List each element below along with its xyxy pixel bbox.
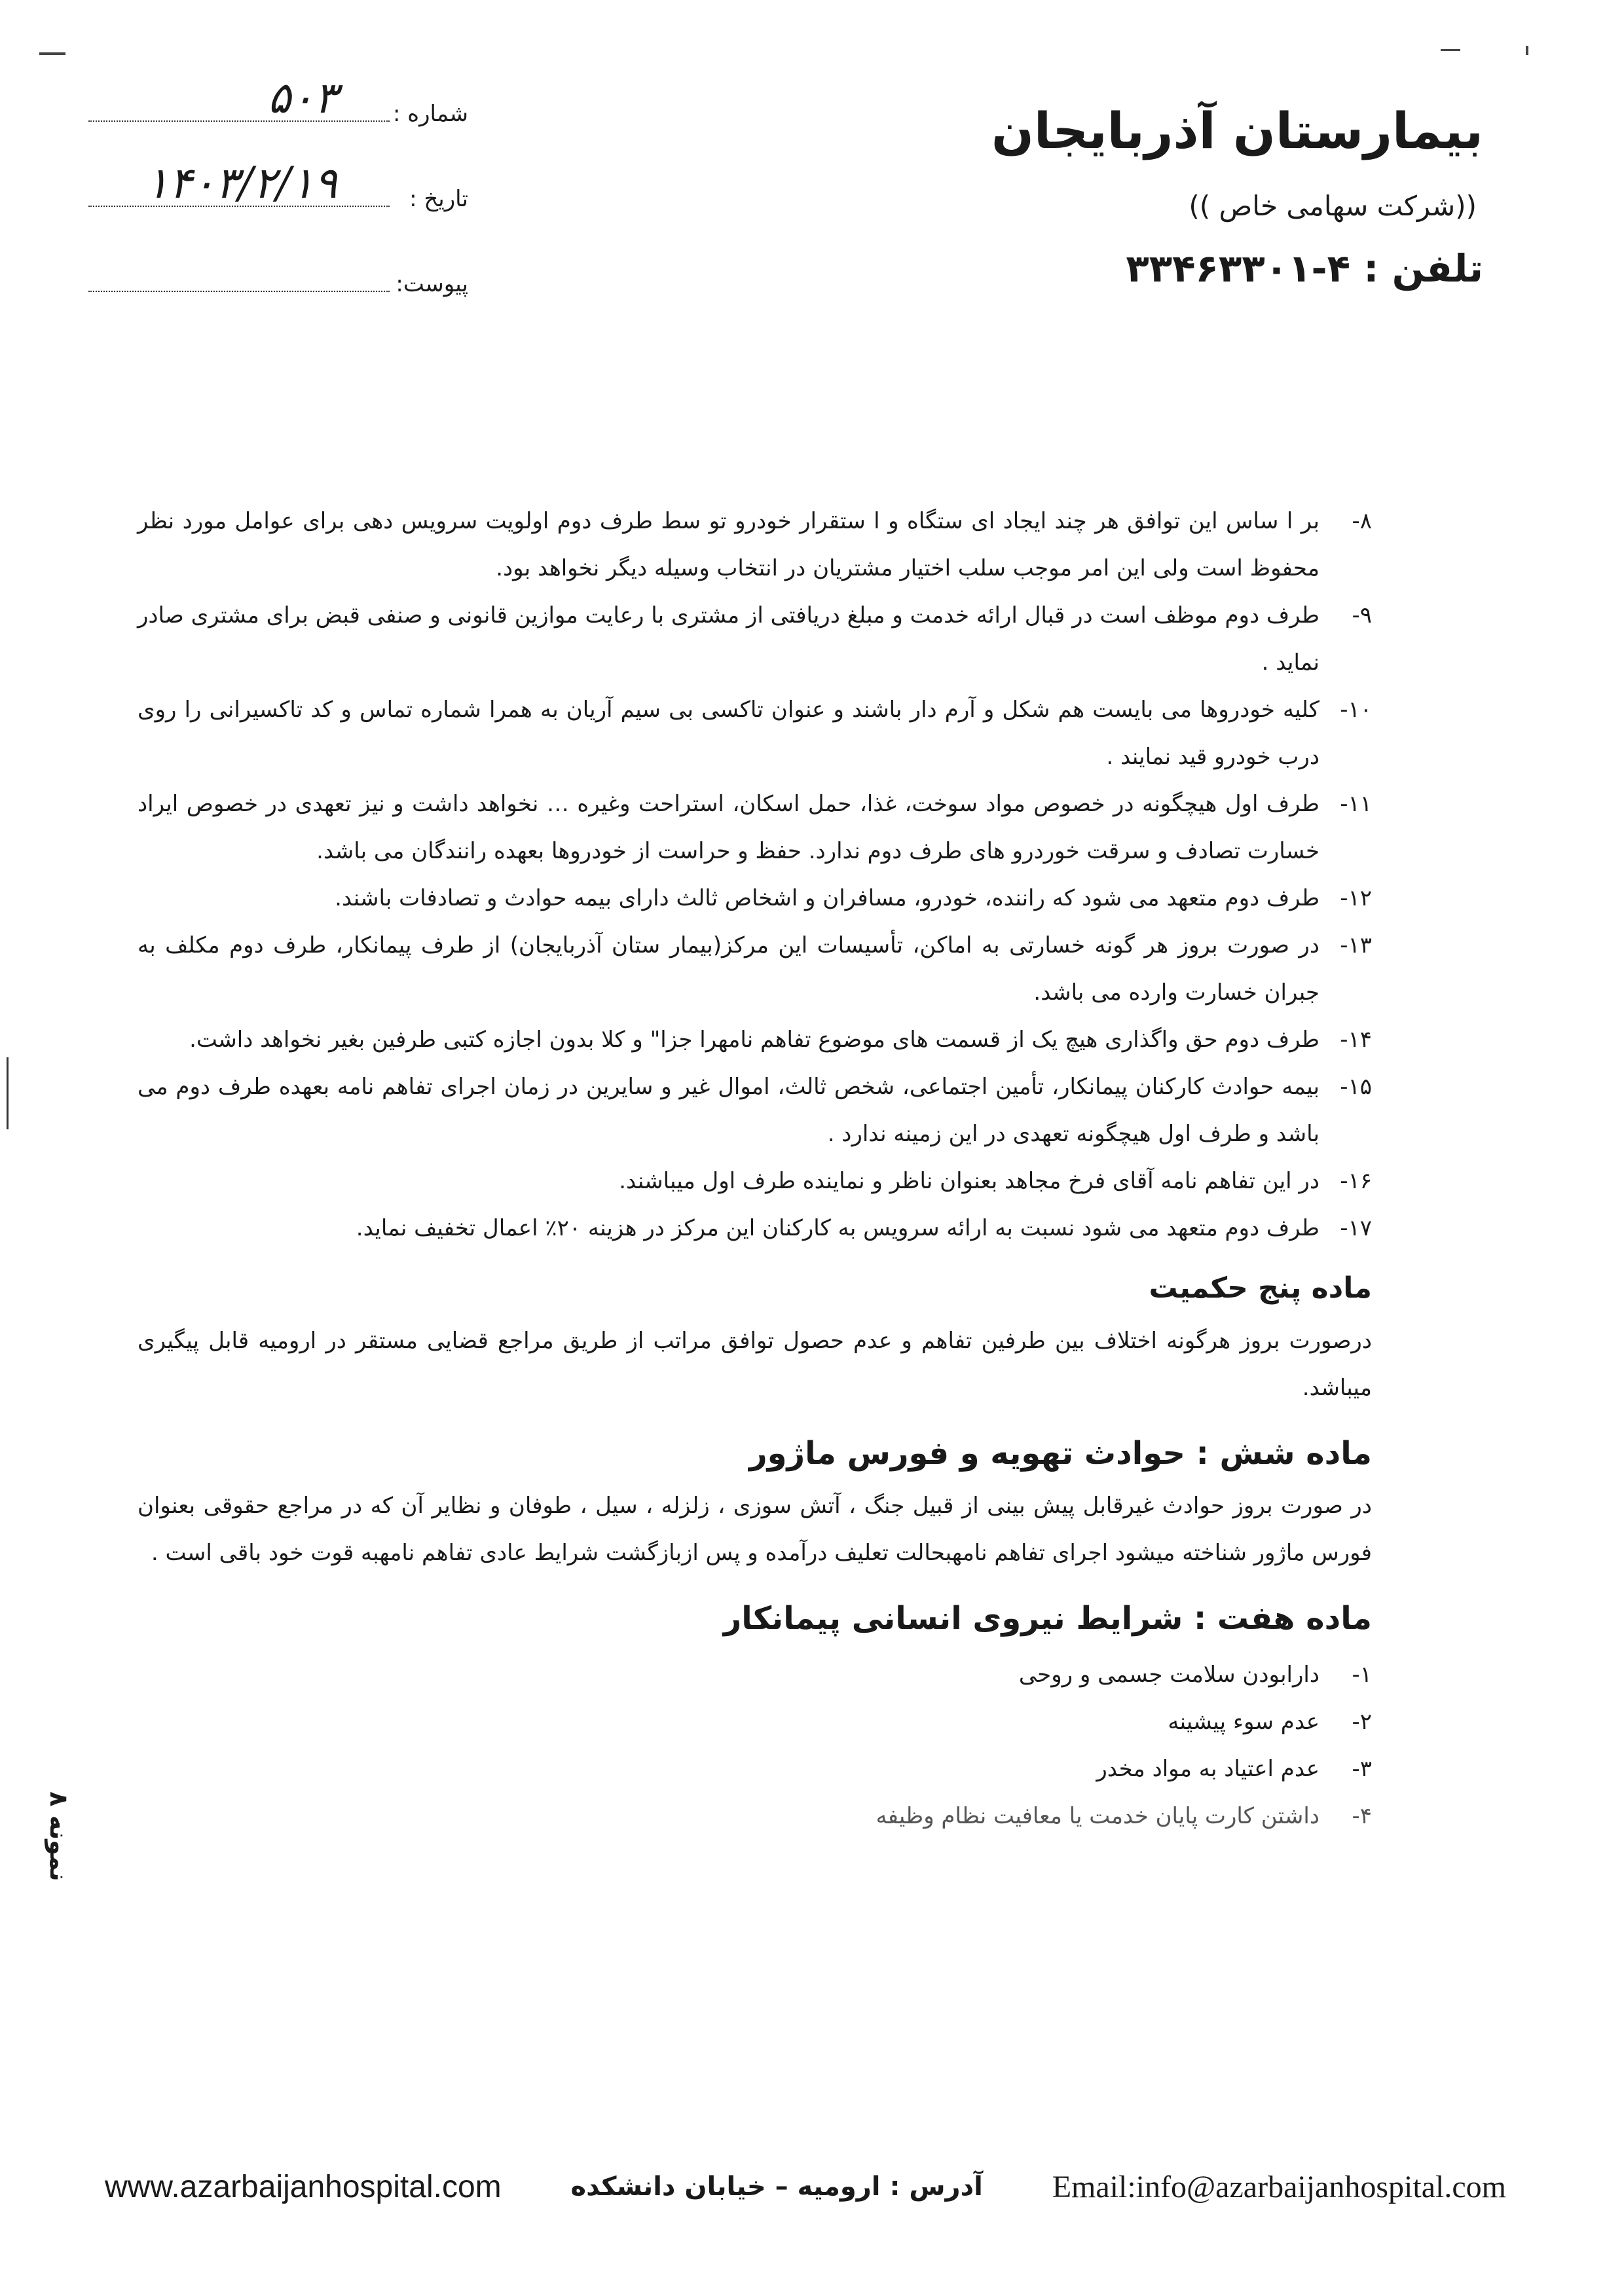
scan-speck — [1441, 49, 1460, 51]
clause-number: ۱۲- — [1340, 885, 1372, 911]
clause-number: ۱۰- — [1340, 697, 1372, 723]
attachment-line — [88, 251, 390, 292]
clause-11 — [138, 780, 1372, 875]
arbitration-title: ماده پنج حکمیت — [1149, 1271, 1372, 1305]
number-value: ۵۰۳ — [267, 73, 337, 123]
clause-number: ۹- — [1352, 602, 1372, 629]
list-item — [138, 1651, 1372, 1698]
margin-line — [7, 1057, 9, 1129]
clause-text: بر ا ساس این توافق هر چند ایجاد ای ستگاه و ا ستقرار خودرو تو سط طرف دوم اولویت سرویس دهی برای عوامل مورد نظر محفوظ است ولی این امر موجب سلب اختیار مشتریان در انتخاب وسیله دیگر نخواهد بود. — [138, 508, 1320, 581]
footer-email: Email:info@azarbaijanhospital.com — [1052, 2169, 1506, 2204]
letter-body — [138, 498, 1372, 1840]
company-type: ((شرکت سهامی خاص )) — [1189, 190, 1477, 222]
clause-text: طرف دوم متعهد می شود نسبت به ارائه سرویس به کارکنان این مرکز در هزینه ۲۰٪ اعمال تخفیف نماید. — [356, 1215, 1320, 1241]
clause-9 — [138, 592, 1372, 686]
phone-line — [894, 242, 1483, 295]
list-item — [138, 1698, 1372, 1745]
clause-number: ۱۷- — [1340, 1215, 1372, 1241]
workforce-title: ماده هفت : شرایط نیروی انسانی پیمانکار — [723, 1600, 1372, 1637]
date-row — [88, 131, 468, 216]
item-number: ۳- — [1352, 1756, 1372, 1782]
force-majeure-title: ماده شش : حوادث تهویه و فورس ماژور — [749, 1435, 1372, 1472]
attachment-row — [88, 216, 468, 301]
clause-8 — [138, 498, 1372, 592]
clause-number: ۱۶- — [1340, 1168, 1372, 1194]
clause-number: ۱۱- — [1340, 791, 1372, 817]
margin-note-text: نمونه ۸ — [45, 1791, 73, 1882]
workforce-requirements — [138, 1651, 1372, 1840]
clause-number: ۱۵- — [1340, 1074, 1372, 1100]
margin-note — [33, 1761, 85, 1912]
phone-label: تلفن : — [1363, 246, 1483, 291]
clause-text: در این تفاهم نامه آقای فرخ مجاهد بعنوان ناظر و نماینده طرف اول میباشند. — [619, 1168, 1320, 1194]
clause-text: طرف دوم موظف است در قبال ارائه خدمت و مبلغ دریافتی از مشتری با رعایت موازین قانونی و صنفی قبض برای مشتری صادر نماید . — [138, 602, 1320, 676]
footer-website: www.azarbaijanhospital.com — [105, 2169, 502, 2204]
date-value: ۱۴۰۳/۲/۱۹ — [145, 158, 337, 208]
item-number: ۲- — [1352, 1709, 1372, 1735]
scan-speck — [1526, 46, 1528, 55]
clause-text: در صورت بروز هر گونه خسارتی به اماکن، تأسیسات این مرکز(بیمار ستان آذربایجان) از طرف پیمانکار، طرف دوم مکلف به جبران خسارت وارده می باشد. — [138, 932, 1320, 1006]
force-majeure-text: در صورت بروز حوادث غیرقابل پیش بینی از قبیل جنگ ، آتش سوزی ، زلزله ، سیل ، طوفان و نظایر آن که در مراجع حقوقی بعنوان فورس ماژور شناخته میشود اجرای تفاهم نامهبحالت تعلیف درآمده و پس ازبازگشت شرایط عادی تفاهم نامهبه قوت خود باقی است . — [138, 1493, 1372, 1566]
date-label: تاریخ : — [409, 186, 468, 212]
list-item — [138, 1793, 1372, 1840]
item-text: داشتن کارت پایان خدمت یا معافیت نظام وظیفه — [876, 1803, 1320, 1829]
number-row — [88, 46, 468, 131]
clause-text: طرف دوم متعهد می شود که راننده، خودرو، مسافران و اشخاص ثالث دارای بیمه حوادث و تصادفات باشند. — [335, 885, 1320, 911]
arbitration-text: درصورت بروز هرگونه اختلاف بین طرفین تفاهم و عدم حصول توافق مراتب از طریق مراجع قضایی مستقر در ارومیه قابل پیگیری میباشد. — [138, 1328, 1372, 1401]
number-line — [88, 73, 390, 123]
item-text: دارابودن سلامت جسمی و روحی — [1018, 1662, 1320, 1688]
scan-speck — [39, 52, 65, 55]
clause-10 — [138, 686, 1372, 780]
clause-text: کلیه خودروها می بایست هم شکل و آرم دار باشند و عنوان تاکسی بی سیم آریان به همرا شماره تماس و کد تاکسیرانی را روی درب خودرو قید نمایند . — [138, 697, 1320, 770]
clause-text: بیمه حوادث کارکنان پیمانکار، تأمین اجتماعی، شخص ثالث، اموال غیر و سایرین در زمان اجرای تفاهم نامه بعهده طرف دوم می باشد و طرف اول هیچگونه تعهدی در این زمینه ندارد . — [138, 1074, 1320, 1147]
letter-footer — [105, 2160, 1506, 2213]
item-number: ۴- — [1352, 1803, 1372, 1829]
item-text: عدم سوء پیشینه — [1168, 1709, 1320, 1735]
phone-value: ۴-۳۳۴۶۳۳۰۱ — [1126, 246, 1351, 291]
clause-number: ۸- — [1352, 508, 1372, 534]
clause-17 — [138, 1205, 1372, 1252]
clause-13 — [138, 922, 1372, 1016]
date-line — [88, 158, 390, 208]
number-label: شماره : — [393, 101, 468, 127]
item-text: عدم اعتیاد به مواد مخدر — [1096, 1756, 1320, 1782]
letter-meta — [88, 46, 468, 301]
clause-15 — [138, 1063, 1372, 1157]
hospital-name: بیمارستان آذربایجان — [991, 101, 1483, 160]
clause-number: ۱۴- — [1340, 1027, 1372, 1053]
clause-16 — [138, 1157, 1372, 1205]
hospital-header — [894, 98, 1483, 295]
footer-address: آدرس : ارومیه – خیابان دانشکده — [570, 2172, 983, 2202]
item-number: ۱- — [1352, 1662, 1372, 1688]
clause-text: طرف دوم حق واگذاری هیچ یک از قسمت های موضوع تفاهم نامهرا جزا" و کلا بدون اجازه کتبی طرفین بغیر نخواهد داشت. — [189, 1027, 1320, 1053]
clause-number: ۱۳- — [1340, 932, 1372, 958]
attachment-label: پیوست: — [396, 271, 468, 297]
clause-12 — [138, 875, 1372, 922]
clause-14 — [138, 1016, 1372, 1063]
clause-text: طرف اول هیچگونه در خصوص مواد سوخت، غذا، حمل اسکان، استراحت وغیره … نخواهد داشت و نیز تعهدی در خصوص ایراد خسارت تصادف و سرقت خوردرو های طرف دوم ندارد. حفظ و حراست از خودروها بعهده رانندگان می باشد. — [138, 791, 1320, 864]
list-item — [138, 1745, 1372, 1793]
